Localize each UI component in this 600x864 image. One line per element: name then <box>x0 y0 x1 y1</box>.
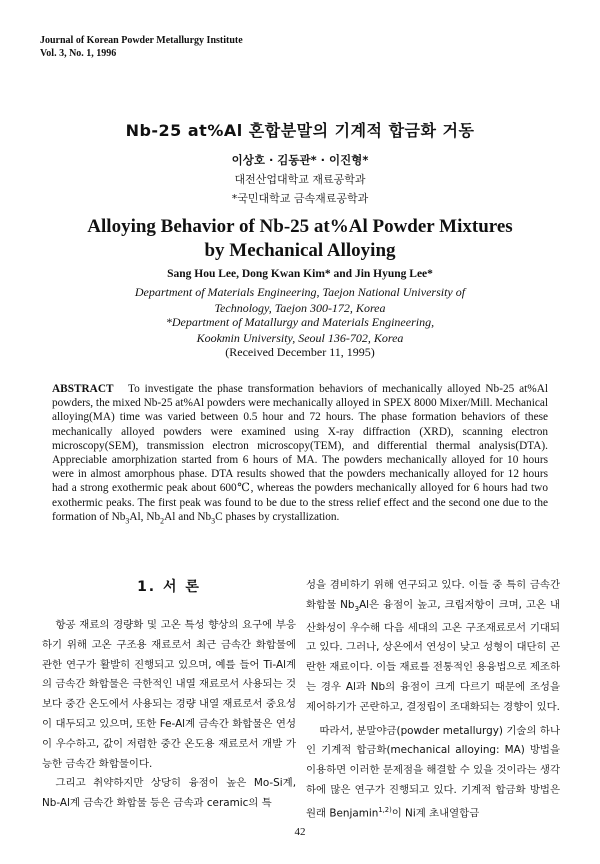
paragraph: 항공 재료의 경량화 및 고온 특성 향상의 요구에 부응하기 위해 고온 구조용 재료로서 최근 금속간 화합물에 관한 연구가 활발히 진행되고 있으며, 예를 들어 Ti-Al계의 금속간 화합물은 극한적인 내열 재료로서 사용되는 것보다 중간 온도에서 사용되는 경량 내열 재료로서 중요성이 대두되고 있으며, 또한 Fe-Al계 금속간 화합물은 연성이 우수하고, 값이 저렴한 중간 온도용 재료로서 개발 가능한 금속간 화합물이다. <box>42 619 296 770</box>
section-heading: 1. 서 론 <box>137 579 201 595</box>
english-affiliation-2 <box>0 314 600 346</box>
affiliation-1-line-2: Technology, Taejon 300-172, Korea <box>214 301 386 315</box>
paragraph-text: 따라서, 분말야금(powder metallurgy) 기술의 하나인 기계적 합금화(mechanical alloying: MA) 방법을 이용하면 이러한 문제점을 해결할 수 있을 것이라는 생각하에 많은 연구가 진행되고 있다. 기계적 합금화 방법은 원래 Benjamin <box>306 724 560 820</box>
subscript: 3 <box>125 516 130 526</box>
left-column <box>42 578 296 814</box>
journal-name: Journal of Korean Powder Metallurgy Institute <box>40 35 243 46</box>
korean-authors: 이상호 · 김동관* · 이진형* <box>231 153 369 167</box>
journal-header <box>40 34 243 60</box>
affiliation-2-line-2: Kookmin University, Seoul 136-702, Korea <box>196 331 404 345</box>
english-affiliation-1 <box>0 284 600 316</box>
abstract <box>52 382 548 528</box>
received-date: (Received December 11, 1995) <box>225 345 375 359</box>
affiliation-1-line-1: Department of Materials Engineering, Taejon National University of <box>134 285 466 299</box>
abstract-text: C phases by crystallization. <box>215 510 340 523</box>
english-title <box>0 215 600 263</box>
subscript: 2 <box>160 516 165 526</box>
volume-info: Vol. 3, No. 1, 1996 <box>40 48 117 59</box>
subscript: 3 <box>354 603 360 613</box>
citation-superscript: 1,2) <box>378 805 392 814</box>
paragraph <box>306 576 560 718</box>
affiliation-2-line-1: *Department of Matallurgy and Materials Engineering, <box>165 315 435 329</box>
abstract-text: Al and Nb <box>164 510 212 523</box>
korean-affiliation-2: *국민대학교 금속재료공학과 <box>231 192 369 205</box>
paragraph <box>306 722 560 824</box>
abstract-text: Al, Nb <box>129 510 161 523</box>
korean-title: Nb-25 at%Al 혼합분말의 기계적 합금화 거동 <box>125 121 475 140</box>
page-number: 42 <box>294 826 306 838</box>
paragraph-text: 이 Ni계 초내열합금 <box>391 807 480 820</box>
paragraph-text: 성을 겸비하기 위해 연구되고 있다. 이들 중 특히 금속간 화합물 Nb <box>306 579 560 611</box>
subscript: 3 <box>211 516 216 526</box>
paragraph-text: Al은 융점이 높고, 크립저항이 크며, 고온 내산화성이 우수해 다음 세대의 고온 구조재료로서 기대되고 있다. 그러나, 상온에서 연성이 낮고 성형이 대단히 곤란한 재료이다. 이들 재료를 전통적인 용융법으로 제조하는 경우 Al과 Nb의 융점이 크게 다르기 때문에 조성을 제어하기가 곤란하고, 결정립이 조대화되는 경향이 있다. <box>306 598 560 713</box>
english-authors: Sang Hou Lee, Dong Kwan Kim* and Jin Hyung Lee* <box>167 268 433 280</box>
abstract-label: ABSTRACT <box>52 383 114 395</box>
paragraph: 그리고 취약하지만 상당히 융점이 높은 Mo-Si계, Nb-Al계 금속간 화합물 등은 금속과 ceramic의 특 <box>42 777 296 810</box>
abstract-text: To investigate the phase transformation behaviors of mechanically alloyed Nb-25 at%Al powders, the mixed Nb-25 at%Al powders were mechanically alloyed in SPEX 8000 Mixer/Mill. Mechanical alloying(MA) time was varied between 0.5 hour and 72 hours. The phase formation behaviors of these mechanically alloyed powders were examined using X-ray diffraction (XRD), scanning electron microscopy(SEM), transmission electron microscopy(TEM), and differential thermal analysis(DTA). Appreciable amorphization started from 6 hours of MA. The powders mechanically alloyed for 10 hours were in almost amorphous phase. DTA results showed that the powders mechanically alloyed for 12 hours had a strong exothermic peak about 600℃, whereas the powders mechanically alloyed for 6 hours had two exothermic peaks. The first peak was found to be due to the stress relief effect and the second one due to the formation of Nb <box>52 383 548 523</box>
right-column <box>306 576 560 824</box>
korean-affiliation-1: 대전산업대학교 재료공학과 <box>234 173 366 186</box>
english-title-line-2: by Mechanical Alloying <box>204 240 396 261</box>
english-title-line-1: Alloying Behavior of Nb-25 at%Al Powder Mixtures <box>87 216 513 237</box>
